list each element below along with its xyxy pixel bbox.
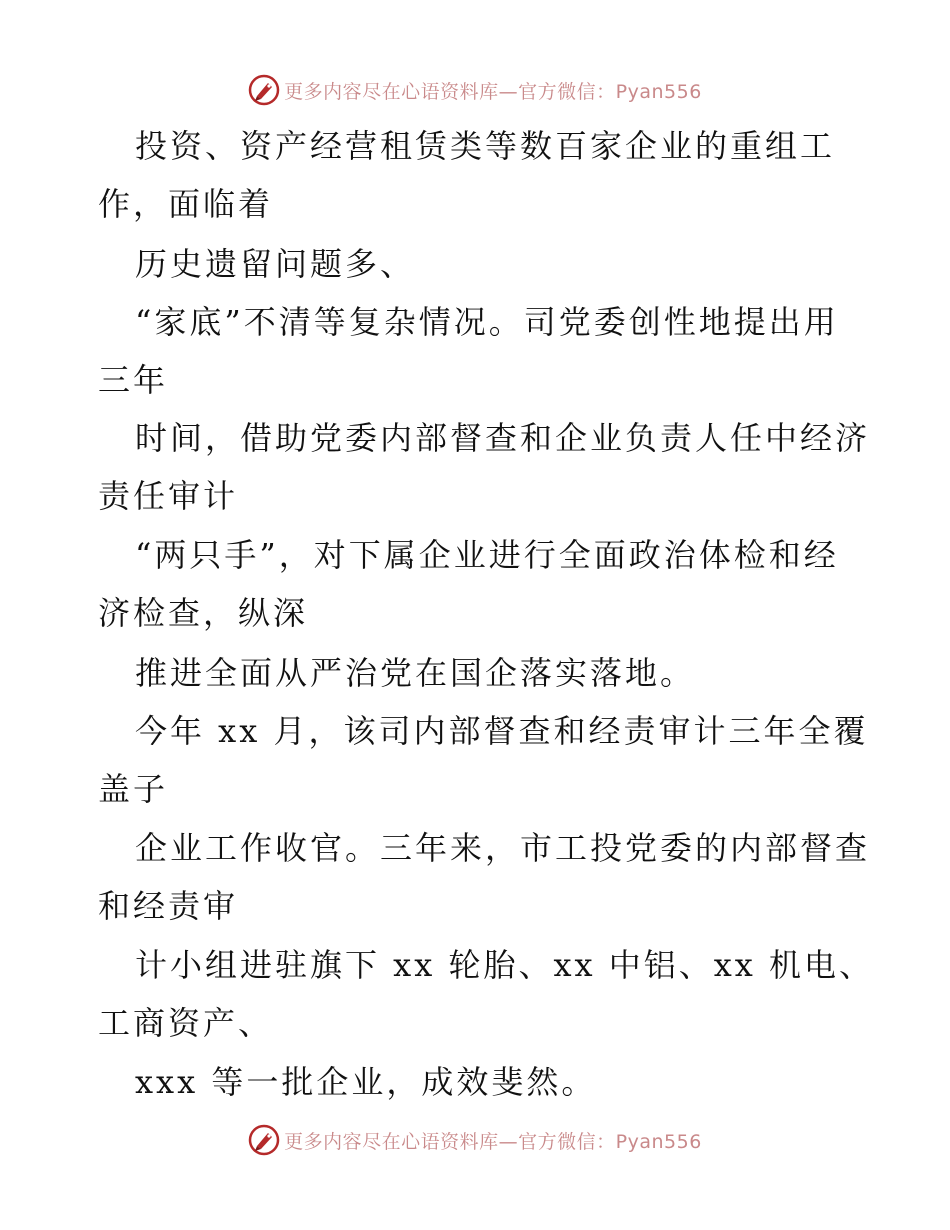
paragraph-line: 企业工作收官。三年来，市工投党委的内部督查: [135, 829, 871, 867]
paragraph-line: 和经责审: [98, 887, 239, 925]
paragraph-line: 历史遗留问题多、: [135, 245, 416, 283]
paragraph-line: “家底”不清等复杂情况。司党委创性地提出用: [135, 303, 839, 341]
paragraph-line: xxx 等一批企业，成效斐然。: [135, 1063, 597, 1101]
paragraph-line: 今年 xx 月，该司内部督查和经责审计三年全覆: [135, 712, 869, 750]
pen-nib-logo-icon: [248, 1124, 280, 1156]
paragraph-line: 时间，借助党委内部督查和企业负责人任中经济: [135, 419, 871, 457]
paragraph-line: 三年: [98, 361, 169, 399]
paragraph-line: 推进全面从严治党在国企落实落地。: [135, 654, 696, 692]
paragraph-line: 作，面临着: [98, 185, 274, 223]
paragraph-line: 投资、资产经营租赁类等数百家企业的重组工: [135, 127, 836, 165]
paragraph-line: 工商资产、: [98, 1004, 274, 1042]
paragraph-line: “两只手”，对下属企业进行全面政治体检和经: [135, 536, 839, 574]
paragraph-line: 责任审计: [98, 477, 239, 515]
paragraph-line: 济检查，纵深: [98, 594, 309, 632]
paragraph-line: 计小组进驻旗下 xx 轮胎、xx 中铝、xx 机电、: [135, 946, 874, 984]
paragraph-line: 盖子: [98, 770, 169, 808]
pen-nib-logo-icon: [248, 74, 280, 106]
header-banner: [0, 70, 950, 110]
footer-banner: [0, 1120, 950, 1160]
header-banner-text: 更多内容尽在心语资料库—官方微信：Pyan556: [284, 80, 702, 103]
footer-banner-text: 更多内容尽在心语资料库—官方微信：Pyan556: [284, 1130, 702, 1153]
